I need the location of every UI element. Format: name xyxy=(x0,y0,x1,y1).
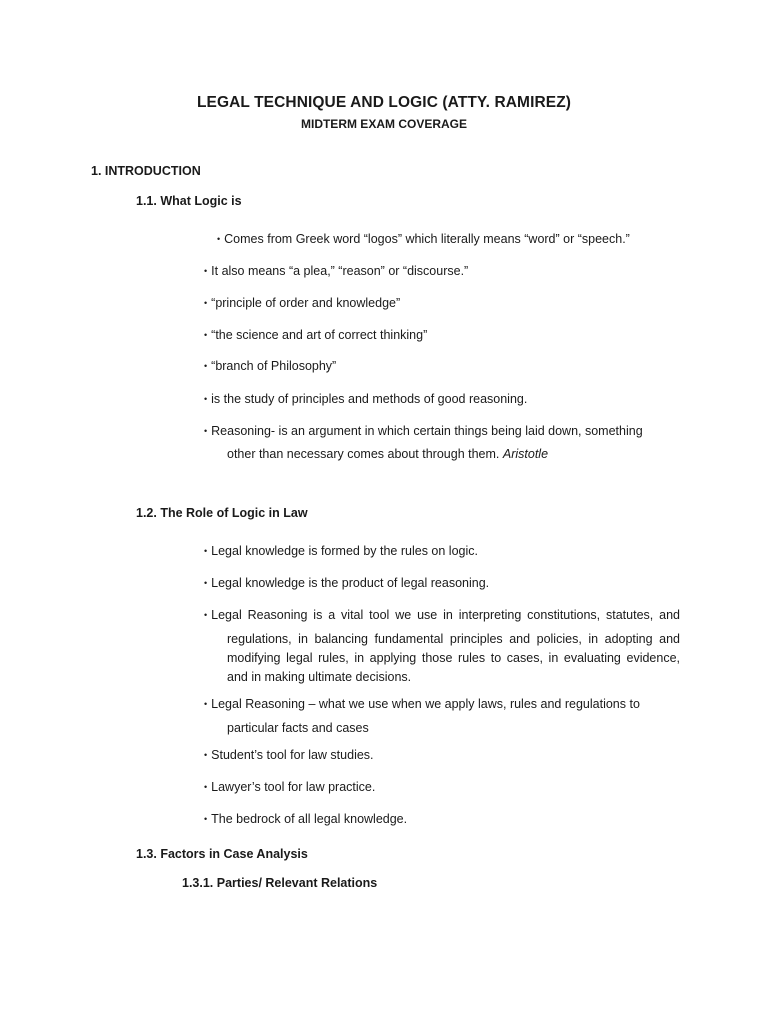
bullet-item xyxy=(204,296,400,310)
document-subtitle: MIDTERM EXAM COVERAGE xyxy=(300,117,467,131)
bullet-item xyxy=(204,264,468,278)
bullet-text: Lawyer’s tool for law practice. xyxy=(211,780,376,794)
bullet-glyph: • xyxy=(204,266,208,276)
bullet-item xyxy=(204,608,680,622)
bullet-item xyxy=(204,812,407,826)
bullet-item xyxy=(204,544,478,558)
bullet-text: “the science and art of correct thinking” xyxy=(211,328,428,342)
bullet-glyph: • xyxy=(204,546,208,556)
bullet-text: Student’s tool for law studies. xyxy=(211,748,374,762)
bullet-item xyxy=(204,748,374,762)
bullet-text: Legal Reasoning is a vital tool we use in interpreting constitutions, statutes, and xyxy=(211,608,680,622)
bullet-item xyxy=(204,424,643,438)
subsection-heading-what-logic-is: 1.1. What Logic is xyxy=(136,194,242,208)
bullet-glyph: • xyxy=(204,610,208,620)
bullet-text: It also means “a plea,” “reason” or “discourse.” xyxy=(211,264,469,278)
subsection-heading-factors-case-analysis: 1.3. Factors in Case Analysis xyxy=(136,847,308,861)
subsection-heading-role-of-logic: 1.2. The Role of Logic in Law xyxy=(136,506,308,520)
bullet-item xyxy=(217,232,630,246)
bullet-glyph: • xyxy=(217,234,221,244)
bullet-glyph: • xyxy=(204,330,208,340)
bullet-glyph: • xyxy=(204,298,208,308)
bullet-glyph: • xyxy=(204,578,208,588)
bullet-glyph: • xyxy=(204,814,208,824)
bullet-item xyxy=(204,576,489,590)
bullet-item xyxy=(204,328,427,342)
bullet-continuation: regulations, in balancing fundamental principles and policies, in adopting and xyxy=(227,632,680,646)
bullet-text: Legal knowledge is formed by the rules on logic. xyxy=(211,544,478,558)
bullet-glyph: • xyxy=(204,750,208,760)
bullet-text: is the study of principles and methods of good reasoning. xyxy=(211,392,528,406)
bullet-item xyxy=(204,392,527,406)
bullet-text: Comes from Greek word “logos” which literally means “word” or “speech.” xyxy=(224,232,630,246)
bullet-glyph: • xyxy=(204,782,208,792)
document-title: LEGAL TECHNIQUE AND LOGIC (ATTY. RAMIREZ) xyxy=(196,94,572,111)
bullet-continuation xyxy=(227,447,548,461)
bullet-text: “principle of order and knowledge” xyxy=(211,296,401,310)
bullet-text: Reasoning- is an argument in which certain things being laid down, something xyxy=(211,424,643,438)
bullet-glyph: • xyxy=(204,699,208,709)
bullet-glyph: • xyxy=(204,426,208,436)
bullet-continuation: and in making ultimate decisions. xyxy=(227,670,412,684)
bullet-text: “branch of Philosophy” xyxy=(211,359,337,373)
bullet-glyph: • xyxy=(204,361,208,371)
bullet-text: Legal Reasoning – what we use when we apply laws, rules and regulations to xyxy=(211,697,640,711)
bullet-item xyxy=(204,780,375,794)
bullet-glyph: • xyxy=(204,394,208,404)
bullet-text: Legal knowledge is the product of legal reasoning. xyxy=(211,576,490,590)
section-heading-introduction: 1. INTRODUCTION xyxy=(91,164,201,178)
bullet-text: The bedrock of all legal knowledge. xyxy=(211,812,408,826)
bullet-item xyxy=(204,359,336,373)
quote-author: Aristotle xyxy=(502,447,549,461)
bullet-text: other than necessary comes about through them. xyxy=(227,447,500,461)
bullet-item xyxy=(204,697,640,711)
bullet-continuation: particular facts and cases xyxy=(227,721,369,735)
subsubsection-heading-parties: 1.3.1. Parties/ Relevant Relations xyxy=(182,876,378,890)
bullet-continuation: modifying legal rules, in applying those rules to cases, in evaluating evidence, xyxy=(227,651,680,665)
